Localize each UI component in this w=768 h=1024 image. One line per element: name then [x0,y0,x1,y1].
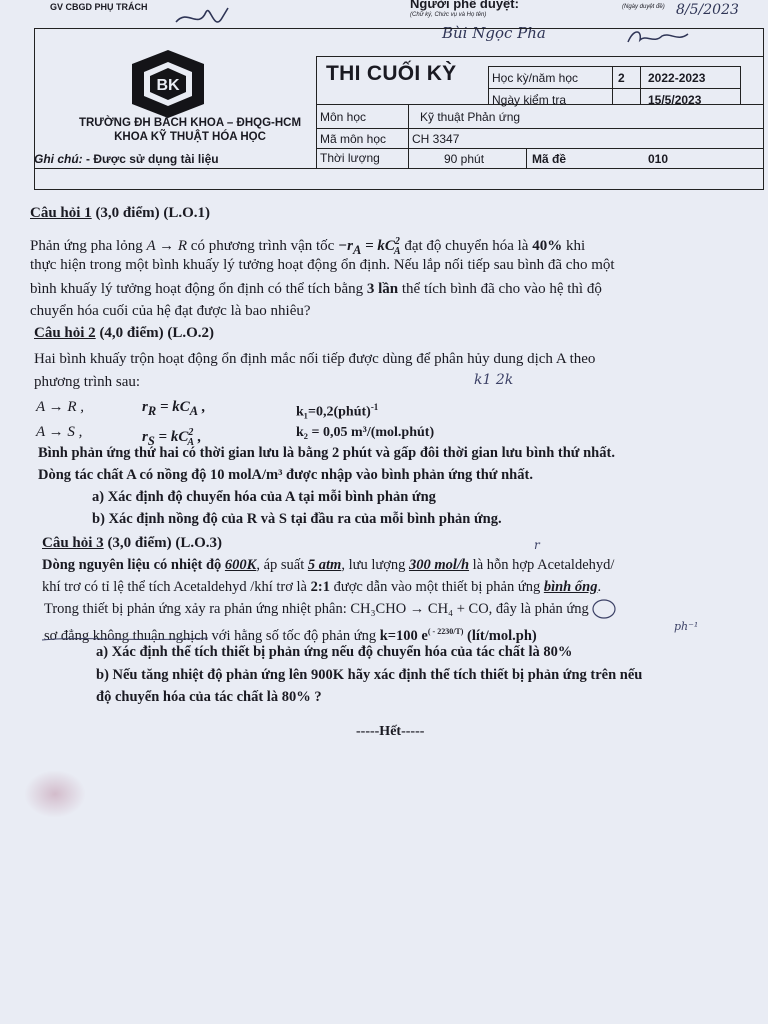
q3-part-a: a) Xác định thể tích thiết bị phản ứng nếu độ chuyển hóa của tác chất là 80% [96,644,573,660]
q2-rate-end: , [194,429,202,445]
approval-date-label: (Ngày duyệt đề) [622,4,665,10]
q2-line-2: phương trình sau: [34,374,141,390]
q1-line-3 [30,280,602,299]
table-divider [408,104,409,168]
q2-line-6: Dòng tác chất A có nồng độ 10 molA/m³ được nhập vào bình phản ứng thứ nhất. [38,467,533,483]
q2-rate-rhs-sub: A [187,437,195,448]
school-year: 2022-2023 [648,71,706,85]
q2-rate-sub: S [147,434,155,448]
exam-date-label: Ngày kiểm tra [492,93,567,107]
q3-line-1 [42,556,614,575]
q3-text: . [597,579,602,595]
q3-pressure: 5 atm [307,557,342,573]
q3-temperature: 600K [224,557,257,573]
underline-scribble [40,634,210,644]
circle-scribble [590,597,618,621]
note-value: - Được sử dụng tài liệu [86,152,219,166]
q3-text: được dẫn vào một thiết bị phản ứng [329,579,544,595]
q2-rate-rhs: = kC [156,399,190,415]
table-divider [640,66,641,104]
q3-text: là hỗn hợp Acetaldehyd/ [469,557,615,573]
q2-part-a: a) Xác định độ chuyển hóa của A tại mỗi bình phản ứng [92,489,436,505]
q2-meta: (4,0 điểm) (L.O.2) [99,325,215,341]
table-divider [316,56,764,57]
approver-label: Người phê duyệt: [410,0,519,11]
q3-text: , lưu lượng [341,557,410,573]
q1-text: khi [562,238,586,254]
q3-text: Dòng nguyên liệu có nhiệt độ [42,557,225,573]
q3-meta: (3,0 điểm) (L.O.3) [107,535,223,551]
q1-rate-rhs: = kC [361,238,395,254]
q2-reaction-2: A → S , [36,424,83,440]
q1-volume-ratio: 3 lần [366,281,399,297]
q1-title: Câu hỏi 1 [30,205,92,221]
handwritten-note: k1 2k [474,372,514,388]
table-divider [316,56,317,168]
q1-rate-sub: A [353,243,362,257]
subject-label: Môn học [320,110,367,124]
q2-line-1: Hai bình khuấy trộn hoạt động ổn định mắc nối tiếp được dùng để phân hủy dung dịch A theo [34,351,596,367]
q3-text: khí trơ có tỉ lệ thể tích Acetaldehyd /khí trơ là [42,579,311,595]
q2-rate-symbol: r [142,429,148,445]
university-logo [120,48,216,120]
q2-rate-order: 2 [188,427,194,438]
q2-heading [34,324,214,343]
q3-text: , áp suất [256,557,308,573]
q1-text: thể tích bình đã cho vào hệ thì độ [398,281,602,297]
q2-rate-rhs: = kC [154,429,189,445]
q1-rate-species: A [393,246,401,257]
school-name [40,116,340,144]
q1-meta: (3,0 điểm) (L.O.1) [95,205,211,221]
approver-name: Bùi Ngọc Pha [442,24,546,42]
duration-label: Thời lượng [320,151,380,165]
supervisor-label: GV CBGD PHỤ TRÁCH [50,2,148,12]
exam-note [34,152,219,166]
q2-k1 [296,398,378,422]
q3-rate-constant: k=100 e [379,627,428,644]
table-divider [488,66,489,104]
approval-date: 8/5/2023 [676,2,739,18]
subject-value: Kỹ thuật Phản ứng [420,110,521,124]
q3-title: Câu hỏi 3 [42,535,104,551]
q1-line-2: thực hiện trong một bình khuấy lý tưởng hoạt động ổn định. Nếu lắp nối tiếp sau bình đã cho một [30,257,615,273]
q3-rate-unit: (lít/mol.ph) [463,627,537,644]
q2-rate-symbol: r [142,399,148,415]
exam-title: THI CUỐI KỲ [326,62,457,85]
q1-text: Phản ứng pha lỏng [30,238,147,254]
q1-rate-order: 2 [394,236,400,247]
q2-k1-value: k₁=0,2(phút) [296,404,371,420]
q2-k2: k₂ = 0,05 m³/(mol.phút) [296,425,435,440]
q1-conversion: 40% [532,238,563,254]
q3-heading [42,534,222,553]
q2-k1-unit-exp: -1 [370,402,379,412]
handwritten-note: r [534,538,540,552]
table-divider [316,128,764,129]
q2-rate-rhs-sub: A [189,404,199,418]
note-label: Ghi chú: [34,152,83,166]
table-divider [34,168,764,169]
q3-line-3: Trong thiết bị phản ứng xảy ra phản ứng nhiệt phân: CH₃CHO → CH₄ + CO, đây là phản ứng [44,601,589,617]
q2-rate-1 [142,398,206,421]
paper-stain [24,770,86,818]
q3-rate-exponent: ( - 2230/T) [427,627,464,636]
semester-value: 2 [618,71,625,85]
exam-date: 15/5/2023 [648,93,702,107]
q2-part-b: b) Xác định nồng độ của R và S tại đầu ra của mỗi bình phản ứng. [92,511,502,527]
table-divider [740,66,741,104]
q2-title: Câu hỏi 2 [34,325,96,341]
q3-part-b-line-1: b) Nếu tăng nhiệt độ phản ứng lên 900K hãy xác định thể tích thiết bị phản ứng trên nếu [96,667,643,683]
q3-ratio: 2:1 [310,579,330,595]
course-code-label: Mã môn học [320,132,387,146]
q3-reactor-type: bình ống [543,579,598,595]
q1-heading [30,204,210,223]
duration-value: 90 phút [444,152,485,166]
q1-rate: −r [338,238,354,254]
logo-text: BK [156,77,180,94]
q2-rate-sub: R [147,404,157,418]
school-line-2: KHOA KỸ THUẬT HÓA HỌC [114,131,266,143]
handwritten-note: ph⁻¹ [674,620,699,633]
q3-part-b-line-2: độ chuyển hóa của tác chất là 80% ? [96,689,322,705]
table-divider [612,66,613,104]
table-divider [526,148,527,168]
table-divider [488,88,740,89]
q2-rate-end: , [198,399,206,415]
q3-line-2 [42,578,601,597]
q3-flowrate: 300 mol/h [409,557,470,573]
q1-text: đạt độ chuyển hóa là [400,238,533,254]
approver-sub-label: (Chữ ký, Chức vụ và Họ tên) [410,12,487,18]
school-line-1: TRƯỜNG ĐH BÁCH KHOA – ĐHQG-HCM [78,117,302,129]
q1-reaction: A → R [146,238,188,254]
semester-label: Học kỳ/năm học [492,71,579,85]
q2-line-5: Bình phản ứng thứ hai có thời gian lưu là bằng 2 phút và gấp đôi thời gian lưu bình thứ nhất. [38,445,615,461]
exam-code: 010 [648,152,669,166]
q3-text: sơ đẳng không thuận nghịch với hằng số tốc độ phản ứng [44,627,380,644]
q1-text: bình khuấy lý tưởng hoạt động ổn định có thể tích bằng [30,281,367,297]
q1-line-4: chuyển hóa cuối của hệ đạt được là bao nhiêu? [30,303,311,319]
q1-text: có phương trình vận tốc [187,238,339,254]
course-code: CH 3347 [412,132,460,146]
table-divider [316,148,764,149]
exam-code-label: Mã đề [532,152,567,166]
end-marker: -----Hết----- [356,724,425,739]
q2-reaction-1: A → R , [36,399,85,415]
table-divider [488,66,740,67]
